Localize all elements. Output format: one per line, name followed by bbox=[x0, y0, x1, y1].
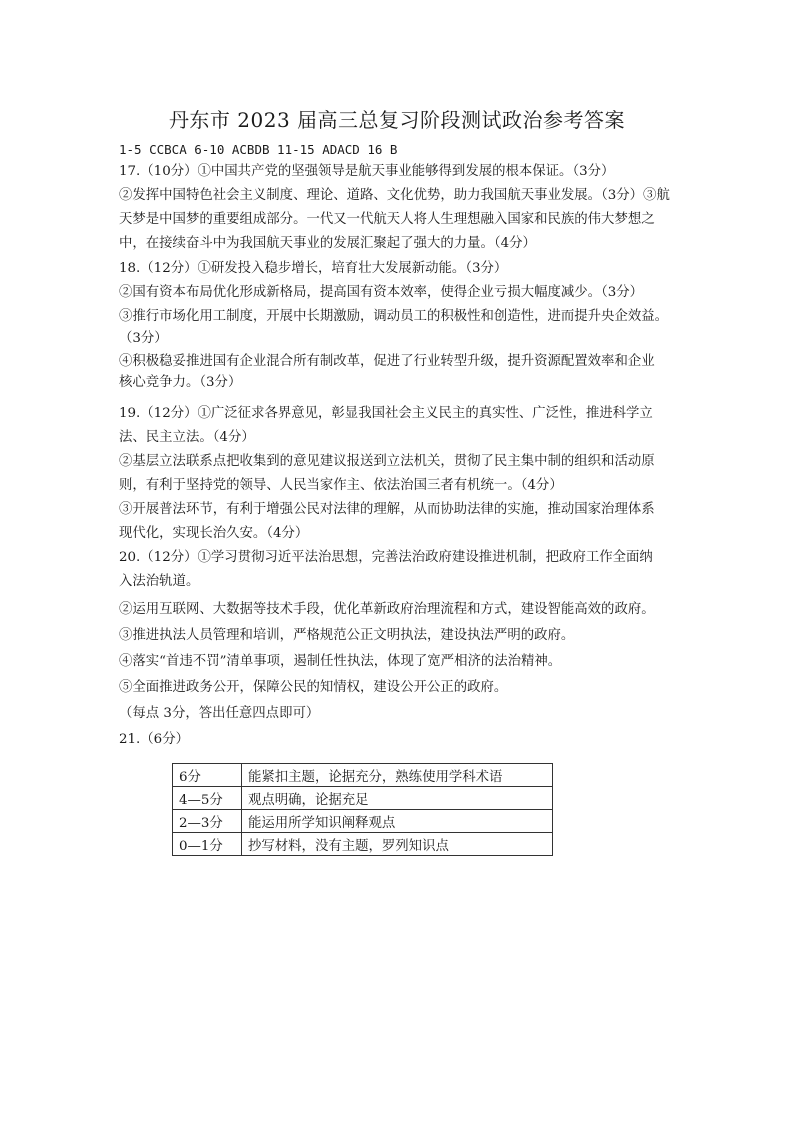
answer-line: ③推行市场化用工制度，开展中长期激励，调动员工的积极性和创造性，进而提升央企效益。 bbox=[119, 309, 669, 324]
table-row bbox=[173, 764, 553, 787]
answer-line: 17.（10分）①中国共产党的坚强领导是航天事业能够得到发展的根本保证。（3分） bbox=[119, 164, 615, 179]
answer-line: 天梦是中国梦的重要组成部分。一代又一代航天人将人生理想融入国家和民族的伟大梦想之 bbox=[119, 212, 655, 227]
score-criteria: 能紧扣主题，论据充分，熟练使用学科术语 bbox=[242, 764, 553, 787]
table-row bbox=[173, 787, 553, 810]
answer-line: 现代化，实现长治久安。（4分） bbox=[119, 526, 309, 541]
score-range: 2—3分 bbox=[173, 810, 242, 833]
answer-line: ②发挥中国特色社会主义制度、理论、道路、文化优势，助力我国航天事业发展。（3分）③航 bbox=[119, 188, 670, 203]
answer-line: 入法治轨道。 bbox=[119, 574, 200, 589]
answer-line: 则，有利于坚持党的领导、人民当家作主、依法治国三者有机统一。（4分） bbox=[119, 478, 563, 493]
answer-line: 中，在接续奋斗中为我国航天事业的发展汇聚起了强大的力量。（4分） bbox=[119, 236, 536, 251]
answer-line: ②基层立法联系点把收集到的意见建议报送到立法机关，贯彻了民主集中制的组织和活动原 bbox=[119, 454, 655, 469]
answer-line: ②运用互联网、大数据等技术手段，优化革新政府治理流程和方式，建设智能高效的政府。 bbox=[119, 602, 655, 617]
answer-line: 核心竞争力。（3分） bbox=[119, 375, 242, 390]
answer-line: ④积极稳妥推进国有企业混合所有制改革，促进了行业转型升级，提升资源配置效率和企业 bbox=[119, 354, 655, 369]
answer-line: ⑤全面推进政务公开，保障公民的知情权，建设公开公正的政府。 bbox=[119, 680, 508, 695]
answer-line: 19.（12分）①广泛征求各界意见，彰显我国社会主义民主的真实性、广泛性，推进科学立 bbox=[119, 406, 653, 421]
score-range: 6分 bbox=[173, 764, 242, 787]
answer-line: ③开展普法环节，有利于增强公民对法律的理解，从而协助法律的实施，推动国家治理体系 bbox=[119, 502, 655, 517]
answer-line: （3分） bbox=[119, 331, 168, 346]
answer-line: ③推进执法人员管理和培训，严格规范公正文明执法，建设执法严明的政府。 bbox=[119, 628, 575, 643]
page-title: 丹东市 2023 届高三总复习阶段测试政治参考答案 bbox=[168, 108, 626, 132]
answer-line: （每点 3分，答出任意四点即可） bbox=[119, 706, 320, 721]
score-range: 4—5分 bbox=[173, 787, 242, 810]
score-criteria: 观点明确，论据充足 bbox=[242, 787, 553, 810]
score-criteria: 能运用所学知识阐释观点 bbox=[242, 810, 553, 833]
score-range: 0—1分 bbox=[173, 833, 242, 856]
answer-line: 20.（12分）①学习贯彻习近平法治思想，完善法治政府建设推进机制，把政府工作全面纳 bbox=[119, 550, 653, 565]
answer-line: 法、民主立法。（4分） bbox=[119, 430, 255, 445]
answer-line: 18.（12分）①研发投入稳步增长，培育壮大发展新动能。（3分） bbox=[119, 261, 508, 276]
answer-line: ②国有资本布局优化形成新格局，提高国有资本效率，使得企业亏损大幅度减少。（3分） bbox=[119, 285, 644, 300]
scoring-table bbox=[172, 763, 553, 856]
choice-answers: 1-5 CCBCA 6-10 ACBDB 11-15 ADACD 16 B bbox=[119, 142, 398, 157]
score-criteria: 抄写材料，没有主题，罗列知识点 bbox=[242, 833, 553, 856]
table-row bbox=[173, 833, 553, 856]
table-row bbox=[173, 810, 553, 833]
answer-line: 21.（6分） bbox=[119, 732, 189, 747]
answer-line: ④落实“首违不罚”清单事项，遏制任性执法，体现了宽严相济的法治精神。 bbox=[119, 654, 562, 669]
